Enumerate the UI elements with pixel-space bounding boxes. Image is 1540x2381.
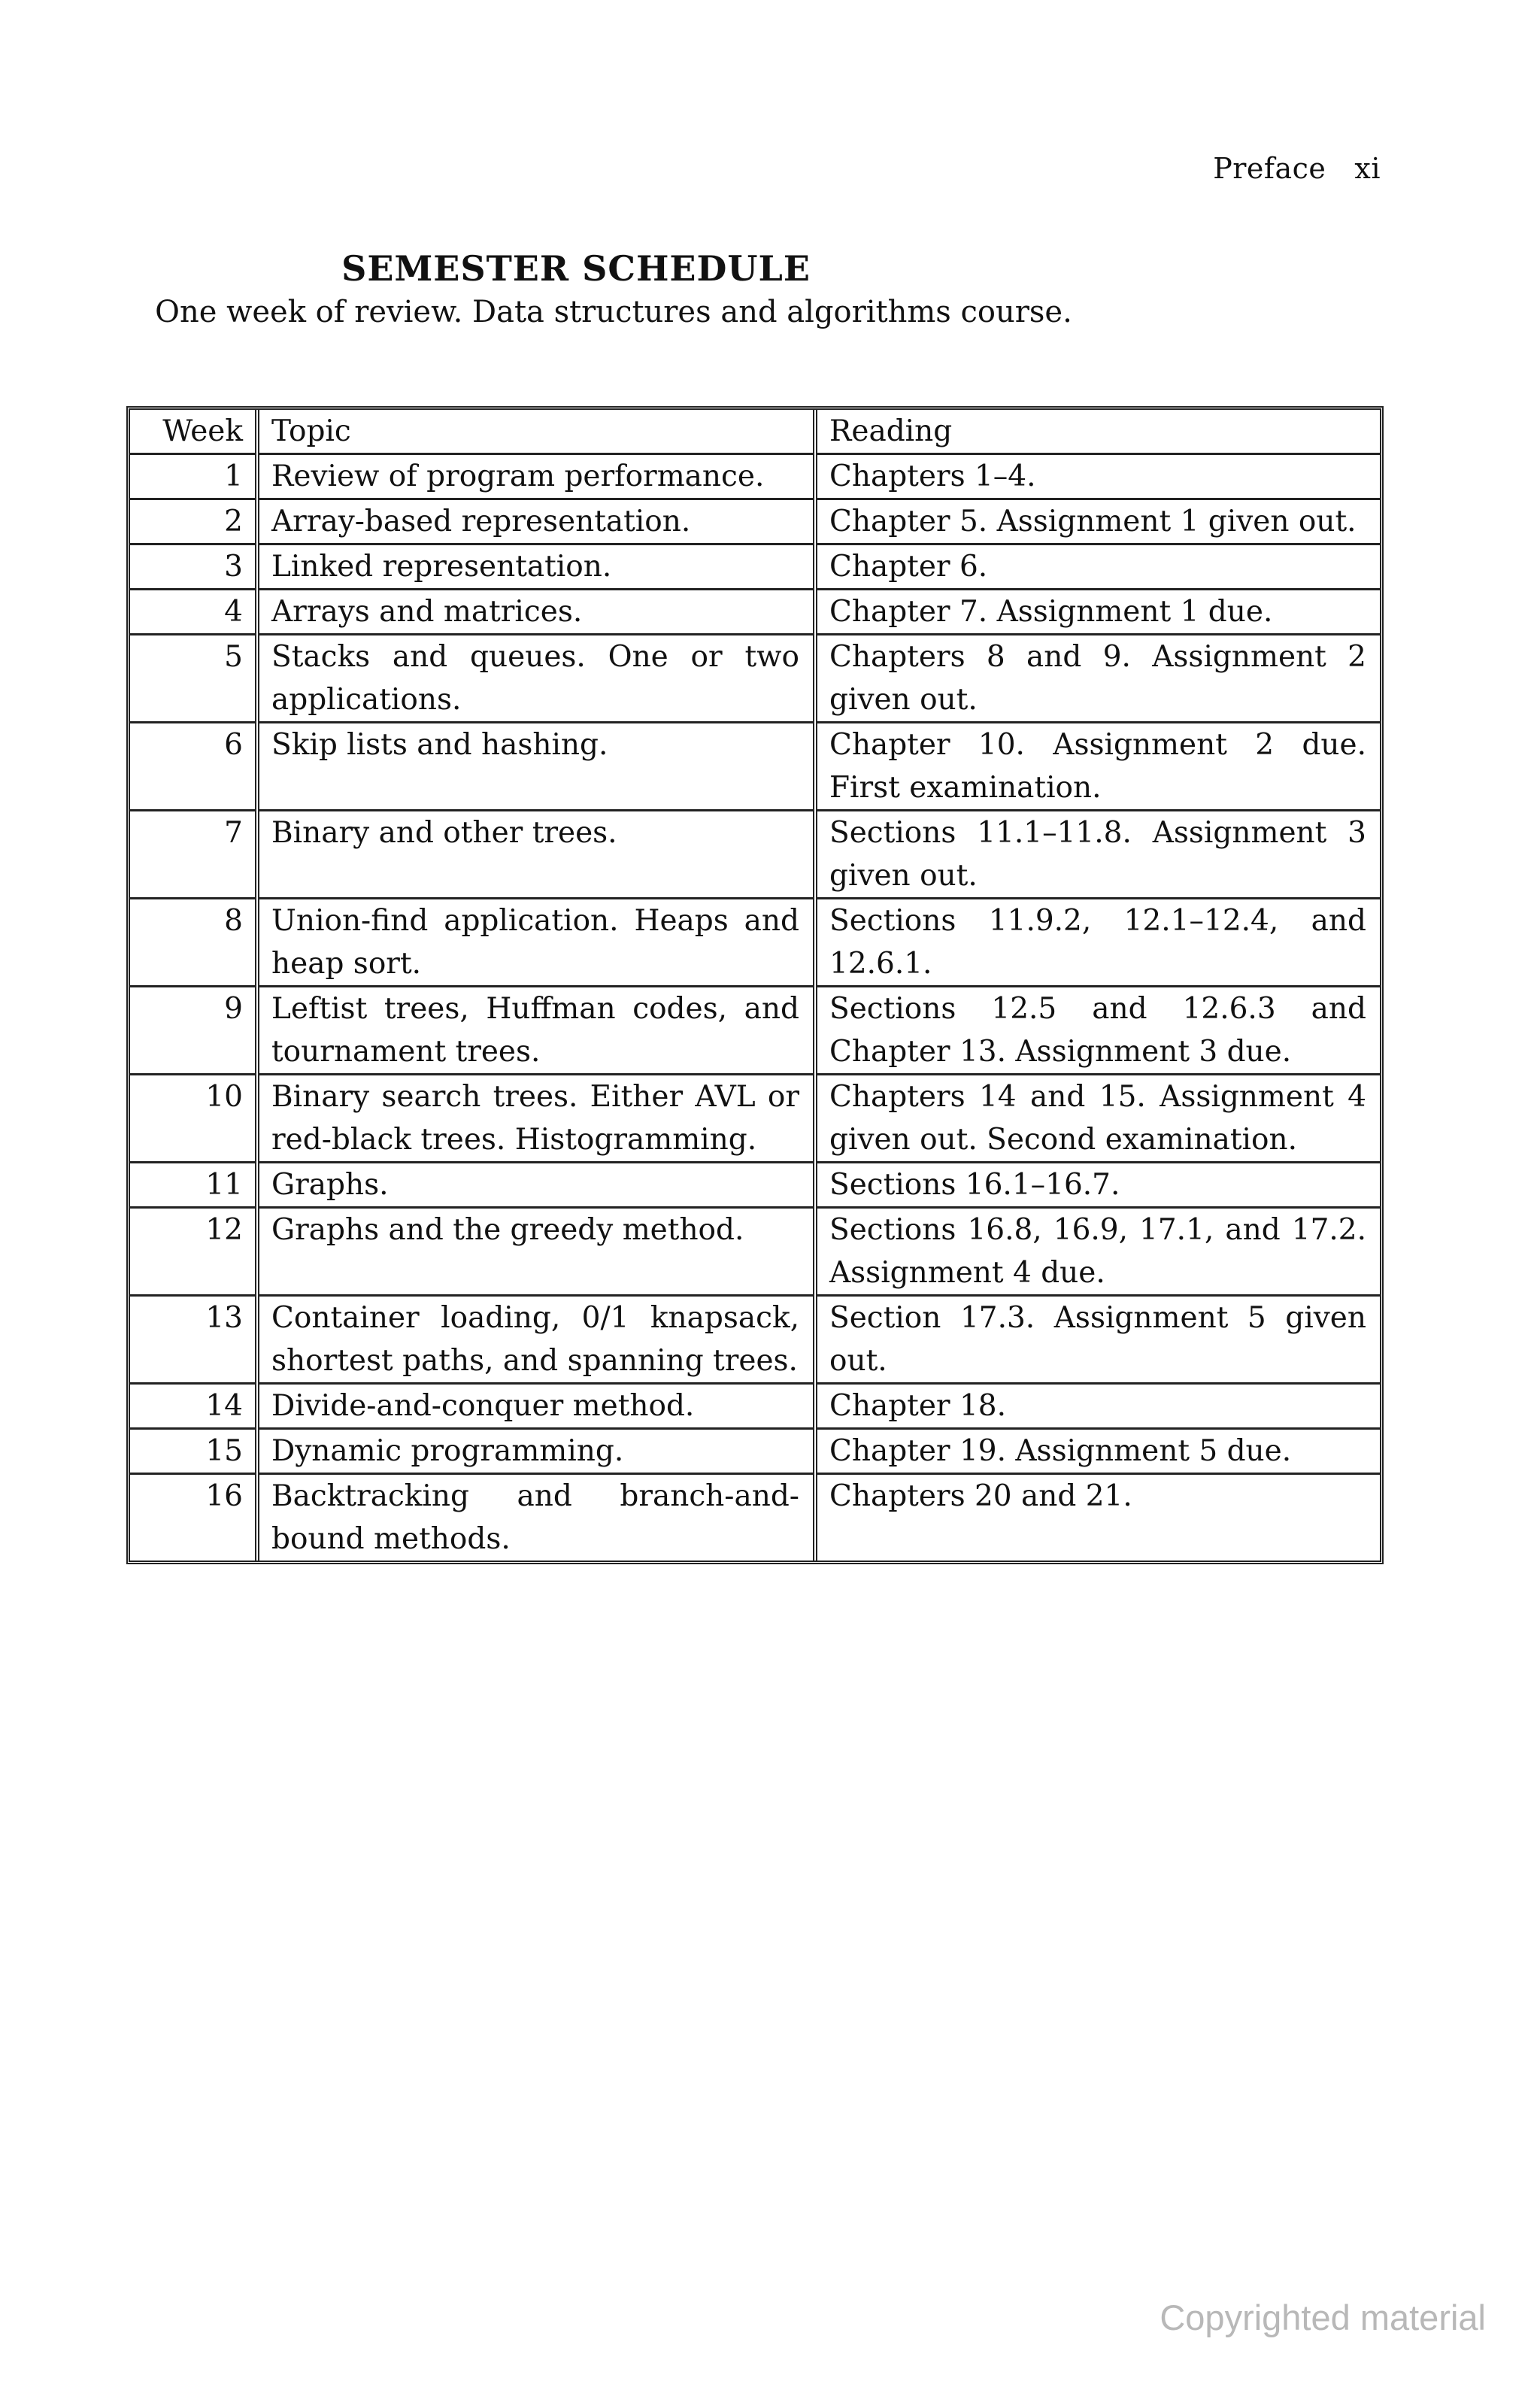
topic-cell: Graphs and the greedy method. <box>257 1208 815 1296</box>
table-row <box>130 1429 1380 1474</box>
table-row <box>130 1474 1380 1561</box>
table-row <box>130 1208 1380 1296</box>
running-head-section: Preface <box>1213 152 1326 185</box>
week-cell: 9 <box>130 987 257 1075</box>
week-cell: 16 <box>130 1474 257 1561</box>
topic-cell: Review of program performance. <box>257 454 815 499</box>
running-head <box>1213 152 1381 185</box>
column-header-reading: Reading <box>815 410 1380 454</box>
reading-cell: Chapter 19. Assignment 5 due. <box>815 1429 1380 1474</box>
week-cell: 5 <box>130 635 257 723</box>
table-row <box>130 1296 1380 1384</box>
topic-cell: Union-find application. Heaps and heap sort. <box>257 899 815 987</box>
reading-cell: Chapters 20 and 21. <box>829 1479 1132 1513</box>
table-row <box>130 1075 1380 1163</box>
table-row <box>130 987 1380 1075</box>
topic-cell: Leftist trees, Huffman codes, and tournament trees. <box>257 987 815 1075</box>
topic-cell: Linked representation. <box>257 544 815 590</box>
table-row <box>130 899 1380 987</box>
table-row <box>130 544 1380 590</box>
reading-cell: Chapter 5. Assignment 1 given out. <box>815 499 1380 544</box>
table-row <box>130 499 1380 544</box>
topic-cell: Divide-and-conquer method. <box>257 1384 815 1429</box>
column-header-topic: Topic <box>257 410 815 454</box>
week-cell: 13 <box>130 1296 257 1384</box>
reading-cell: Sections 11.9.2, 12.1–12.4, and 12.6.1. <box>815 899 1380 987</box>
reading-cell: Section 17.3. Assignment 5 given out. <box>815 1296 1380 1384</box>
week-cell: 3 <box>130 544 257 590</box>
reading-cell: Chapters 14 and 15. Assignment 4 given out. Second examination. <box>815 1075 1380 1163</box>
schedule-title: SEMESTER SCHEDULE <box>341 248 811 289</box>
topic-cell: Graphs. <box>257 1163 815 1208</box>
topic-cell: Arrays and matrices. <box>257 590 815 635</box>
week-cell: 2 <box>130 499 257 544</box>
reading-cell: Chapter 6. <box>815 544 1380 590</box>
table-row <box>130 454 1380 499</box>
reading-cell: Chapter 10. Assignment 2 due. First examination. <box>815 723 1380 811</box>
week-cell: 14 <box>130 1384 257 1429</box>
table-body <box>130 454 1380 1561</box>
topic-cell: Array-based representation. <box>257 499 815 544</box>
page-number: xi <box>1354 152 1381 185</box>
reading-cell: Sections 12.5 and 12.6.3 and Chapter 13. Assignment 3 due. <box>815 987 1380 1075</box>
copyright-watermark: Copyrighted material <box>1160 2298 1486 2337</box>
table-row <box>130 1163 1380 1208</box>
topic-cell: Binary search trees. Either AVL or red-black trees. Histogramming. <box>257 1075 815 1163</box>
week-cell: 6 <box>130 723 257 811</box>
week-cell: 4 <box>130 590 257 635</box>
reading-cell: Chapters 1–4. <box>815 454 1380 499</box>
reading-cell: Sections 16.1–16.7. <box>815 1163 1380 1208</box>
reading-cell: Chapters 8 and 9. Assignment 2 given out. <box>815 635 1380 723</box>
reading-cell: Sections 11.1–11.8. Assignment 3 given out. <box>815 811 1380 899</box>
reading-cell: Chapter 18. <box>815 1384 1380 1429</box>
reading-cell: Sections 16.8, 16.9, 17.1, and 17.2. Assignment 4 due. <box>815 1208 1380 1296</box>
table-row <box>130 1384 1380 1429</box>
table-row <box>130 723 1380 811</box>
reading-cell: Chapter 7. Assignment 1 due. <box>815 590 1380 635</box>
week-cell: 1 <box>130 454 257 499</box>
week-cell: 7 <box>130 811 257 899</box>
table-header-row <box>130 410 1380 454</box>
schedule-subtitle: One week of review. Data structures and algorithms course. <box>155 295 1072 329</box>
schedule-table <box>126 406 1384 1564</box>
topic-cell: Container loading, 0/1 knapsack, shortest paths, and spanning trees. <box>257 1296 815 1384</box>
table-row <box>130 635 1380 723</box>
column-header-week: Week <box>130 410 257 454</box>
table-row <box>130 590 1380 635</box>
topic-cell: Skip lists and hashing. <box>257 723 815 811</box>
week-cell: 8 <box>130 899 257 987</box>
topic-cell: Backtracking and branch-and-bound methods. <box>257 1474 815 1561</box>
week-cell: 15 <box>130 1429 257 1474</box>
week-cell: 12 <box>130 1208 257 1296</box>
topic-cell: Stacks and queues. One or two applications. <box>257 635 815 723</box>
week-cell: 10 <box>130 1075 257 1163</box>
topic-cell: Dynamic programming. <box>257 1429 815 1474</box>
table-row <box>130 811 1380 899</box>
week-cell: 11 <box>130 1163 257 1208</box>
topic-cell: Binary and other trees. <box>257 811 815 899</box>
